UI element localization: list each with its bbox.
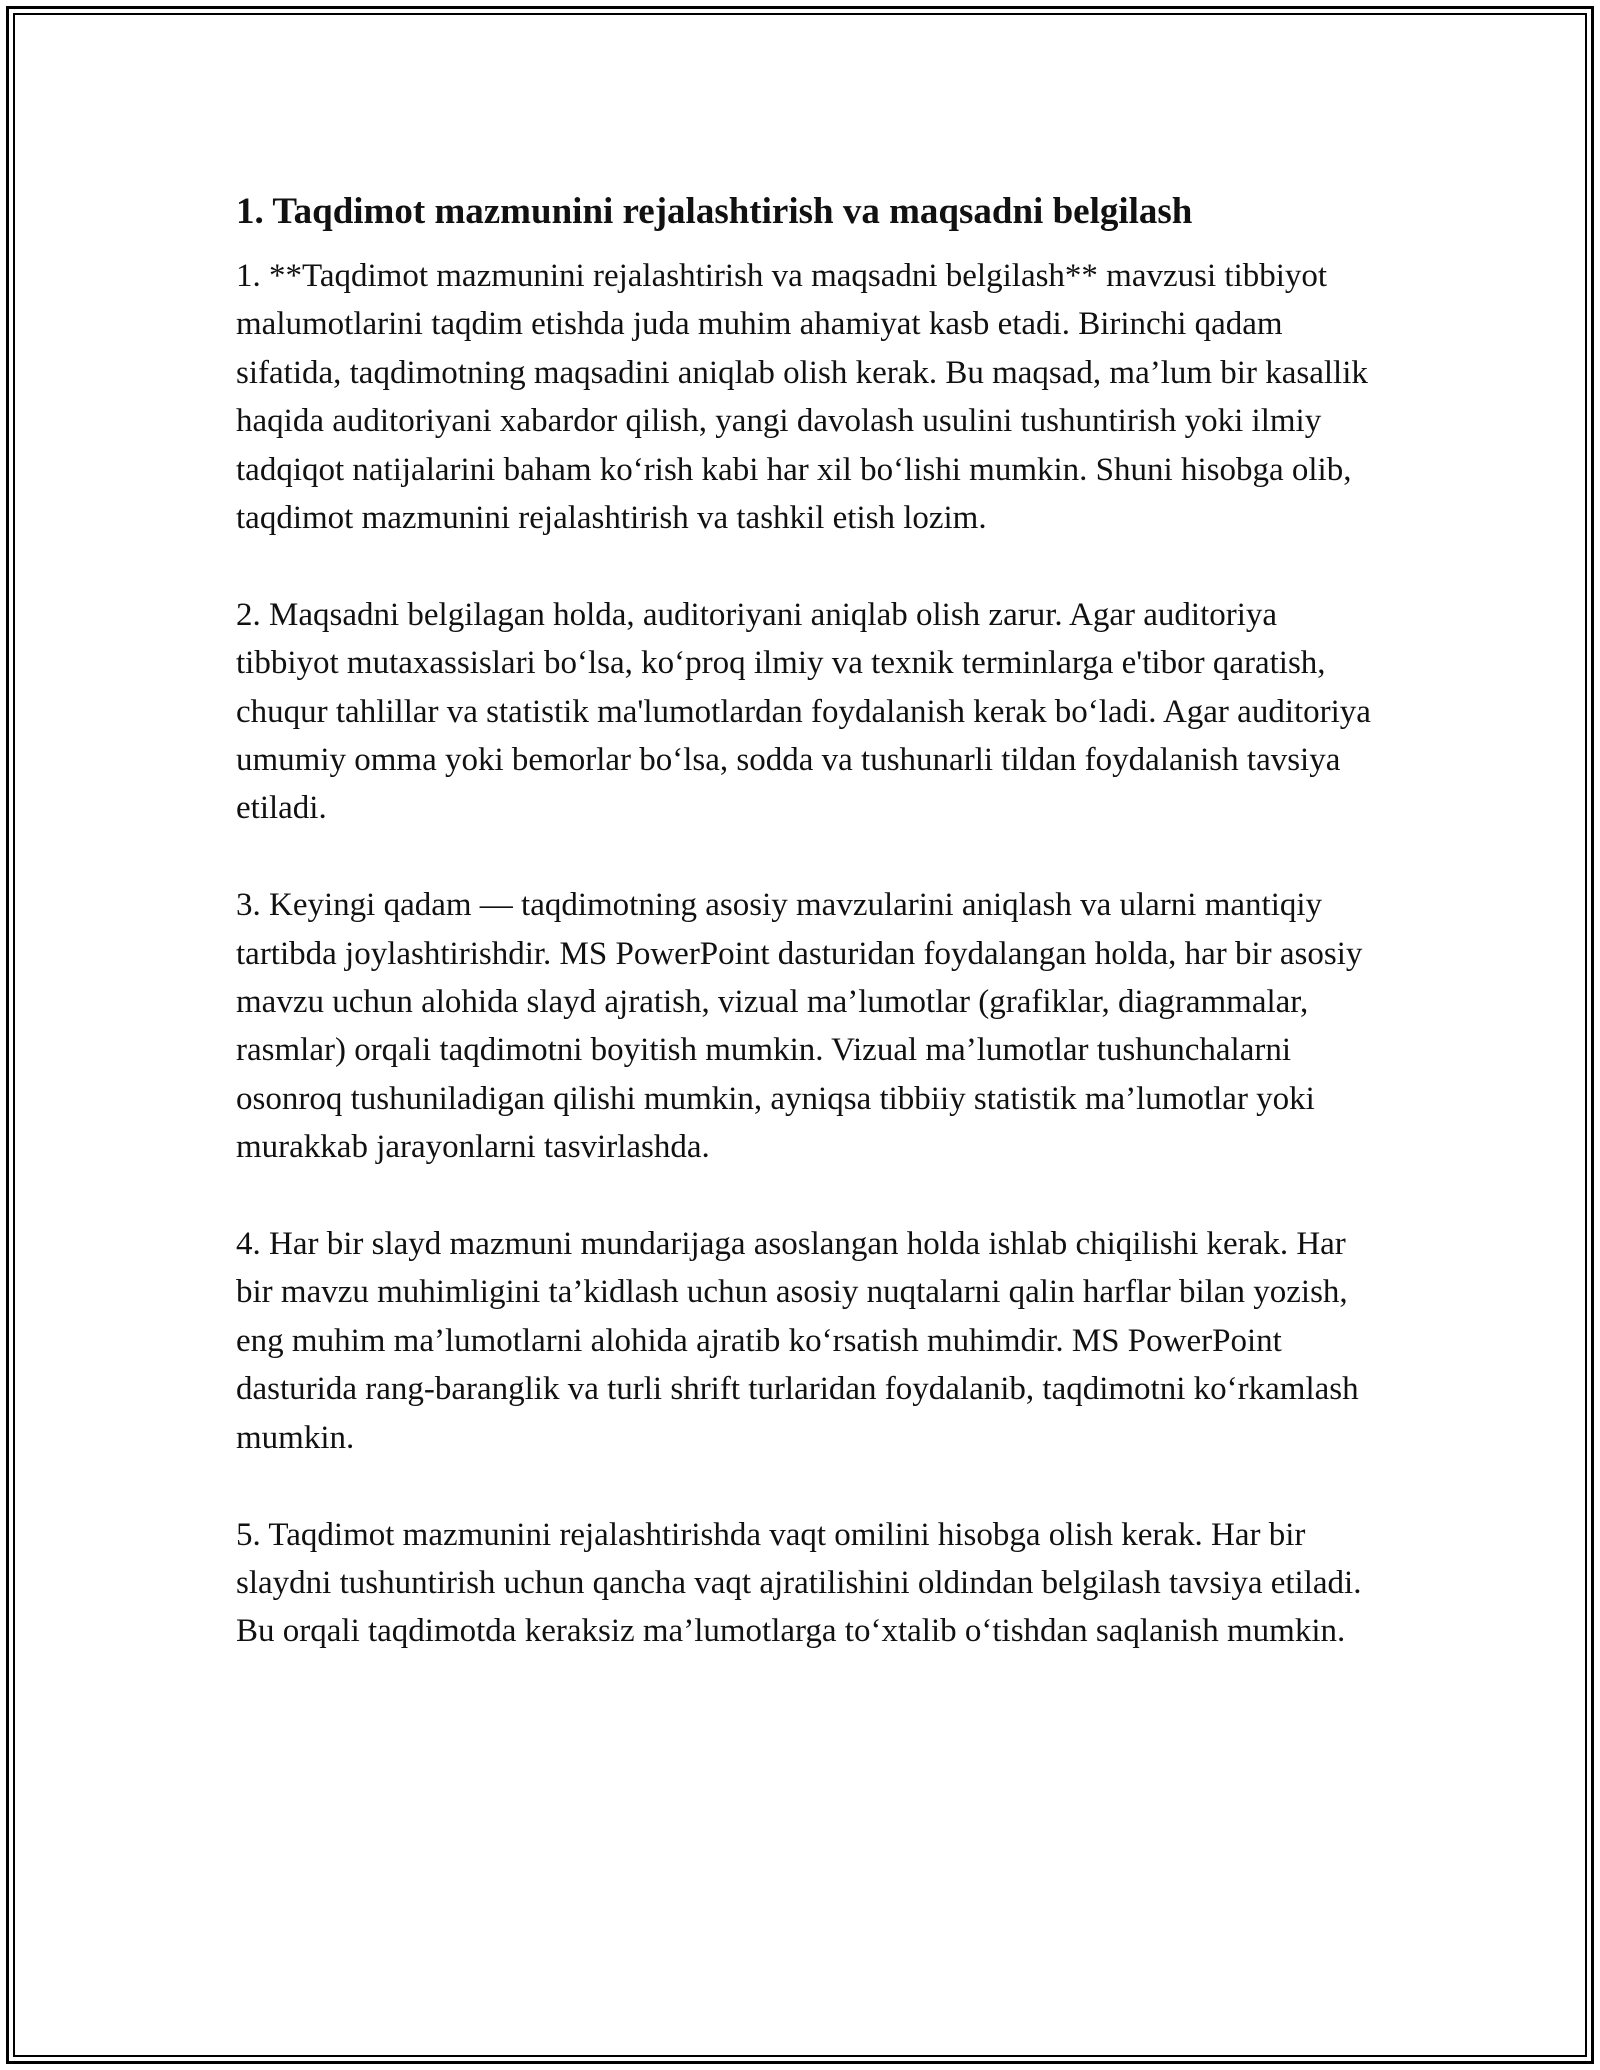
paragraph-3: 3. Keyingi qadam — taqdimotning asosiy mavzularini aniqlash va ularni mantiqiy tartibda joylashtirishdir. MS PowerPoint dasturidan foydalangan holda, har bir asosiy mavzu uchun alohida slayd ajratish, vizual ma’lumotlar (grafiklar, diagrammalar, rasmlar) orqali taqdimotni boyitish mumkin. Vizual ma’lumotlar tushunchalarni osonroq tushuniladigan qilishi mumkin, ayniqsa tibbiiy statistik ma’lumotlar yoki murakkab jarayonlarni tasvirlashda.	[236, 887, 1363, 1166]
document-body	[236, 186, 1376, 1704]
paragraph-2: 2. Maqsadni belgilagan holda, auditoriyani aniqlab olish zarur. Agar auditoriya tibbiyot mutaxassislari bo‘lsa, ko‘proq ilmiy va texnik terminlarga e'tibor qaratish, chuqur tahlillar va statistik ma'lumotlardan foydalanish kerak bo‘ladi. Agar auditoriya umumiy omma yoki bemorlar bo‘lsa, sodda va tushunarli tildan foydalanish tavsiya etiladi.	[236, 596, 1371, 827]
paragraph-5: 5. Taqdimot mazmunini rejalashtirishda vaqt omilini hisobga olish kerak. Har bir slaydni tushuntirish uchun qancha vaqt ajratilishini oldindan belgilash tavsiya etiladi. Bu orqali taqdimotda keraksiz ma’lumotlarga to‘xtalib o‘tishdan saqlanish mumkin.	[236, 1516, 1362, 1650]
paragraph-4: 4. Har bir slayd mazmuni mundarijaga asoslangan holda ishlab chiqilishi kerak. Har bir mavzu muhimligini ta’kidlash uchun asosiy nuqtalarni qalin harflar bilan yozish, eng muhim ma’lumotlarni alohida ajratib ko‘rsatish muhimdir. MS PowerPoint dasturida rang-baranglik va turli shrift turlaridan foydalanib, taqdimotni ko‘rkamlash mumkin.	[236, 1226, 1359, 1456]
paragraph-1: 1. **Taqdimot mazmunini rejalashtirish va maqsadni belgilash** mavzusi tibbiyot malumotlarini taqdim etishda juda muhim ahamiyat kasb etadi. Birinchi qadam sifatida, taqdimotning maqsadini aniqlab olish kerak. Bu maqsad, ma’lum bir kasallik haqida auditoriyani xabardor qilish, yangi davolash usulini tushuntirish yoki ilmiy tadqiqot natijalarini baham ko‘rish kabi har xil bo‘lishi mumkin. Shuni hisobga olib, taqdimot mazmunini rejalashtirish va tashkil etish lozim.	[236, 258, 1368, 537]
document-title: 1. Taqdimot mazmunini rejalashtirish va maqsadni belgilash	[236, 191, 1193, 232]
